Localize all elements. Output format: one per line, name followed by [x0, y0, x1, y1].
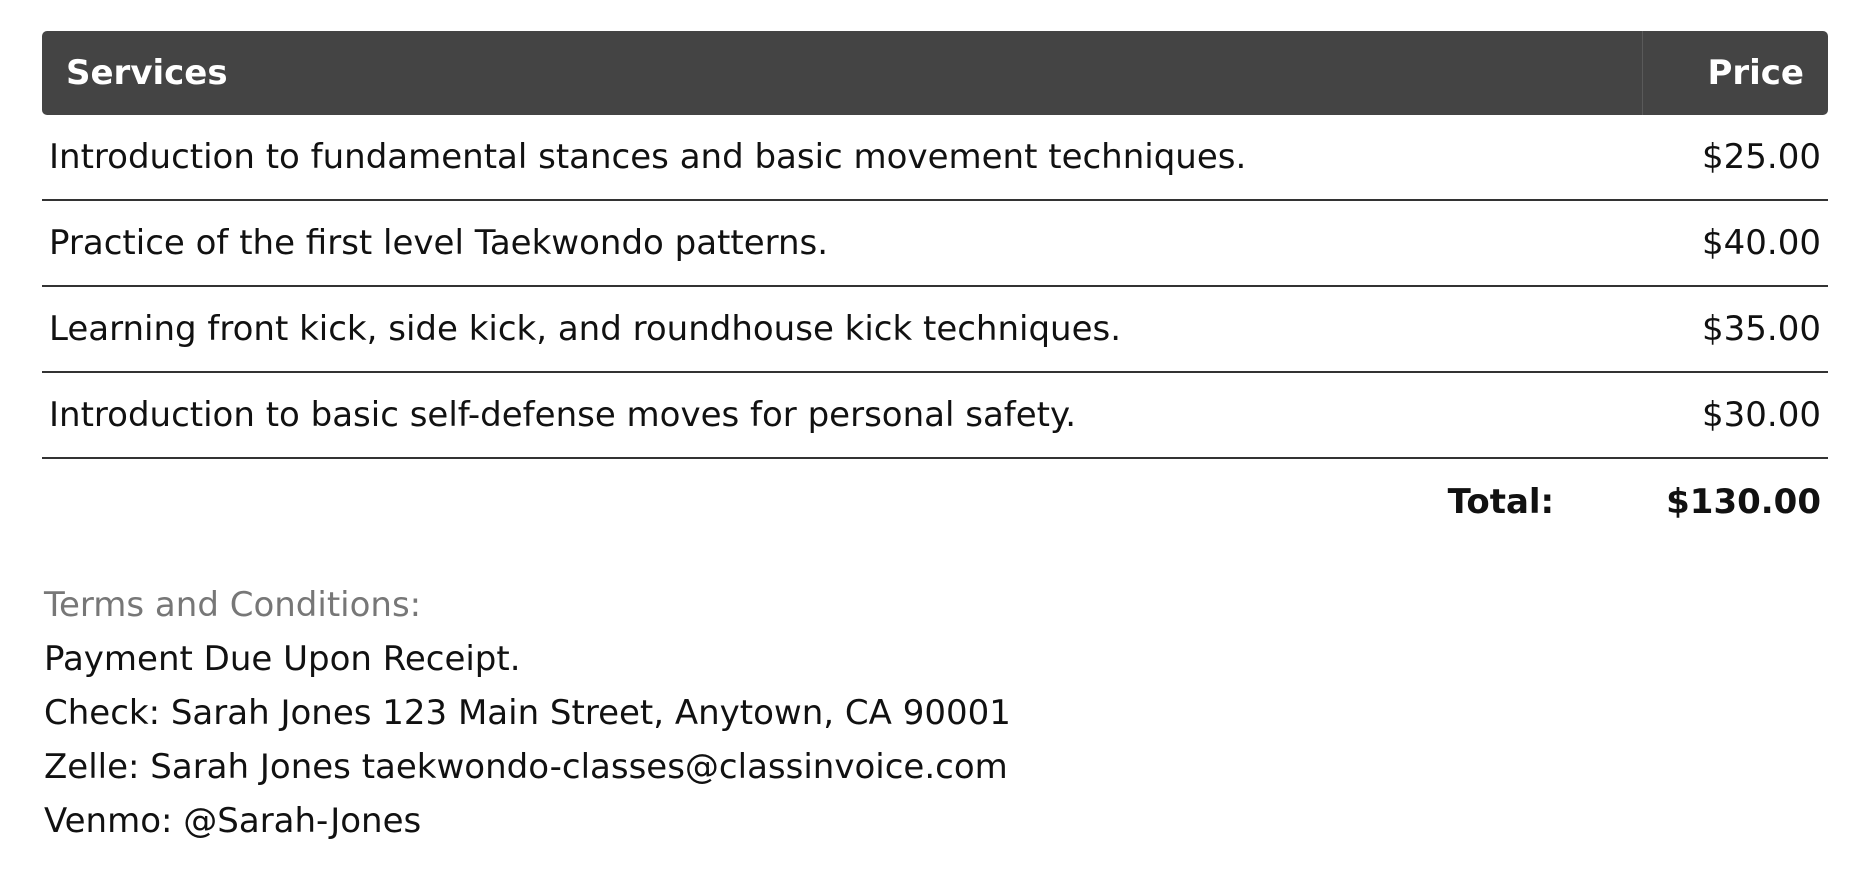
- table-row: [42, 373, 1828, 459]
- service-description: Practice of the first level Taekwondo patterns.: [49, 223, 829, 263]
- services-table: [42, 31, 1828, 545]
- terms-section: [44, 578, 1011, 848]
- service-price: $25.00: [1702, 137, 1821, 177]
- service-description: Introduction to fundamental stances and basic movement techniques.: [49, 137, 1247, 177]
- check-payment-line: Check: Sarah Jones 123 Main Street, Anytown, CA 90001: [44, 693, 1011, 733]
- service-description: Learning front kick, side kick, and roundhouse kick techniques.: [49, 309, 1122, 349]
- venmo-payment-line: Venmo: @Sarah-Jones: [44, 801, 422, 841]
- table-row: [42, 115, 1828, 201]
- price-column-header: Price: [1642, 31, 1828, 115]
- services-column-header: Services: [66, 53, 228, 93]
- table-row: [42, 287, 1828, 373]
- terms-title: Terms and Conditions:: [44, 585, 422, 625]
- total-row: [42, 459, 1828, 545]
- table-header: [42, 31, 1828, 115]
- table-row: [42, 201, 1828, 287]
- total-value: $130.00: [1666, 482, 1821, 522]
- service-description: Introduction to basic self-defense moves for personal safety.: [49, 395, 1077, 435]
- payment-due-line: Payment Due Upon Receipt.: [44, 639, 521, 679]
- total-label: Total:: [1447, 482, 1555, 522]
- service-price: $35.00: [1702, 309, 1821, 349]
- zelle-payment-line: Zelle: Sarah Jones taekwondo-classes@classinvoice.com: [44, 747, 1008, 787]
- service-price: $30.00: [1702, 395, 1821, 435]
- service-price: $40.00: [1702, 223, 1821, 263]
